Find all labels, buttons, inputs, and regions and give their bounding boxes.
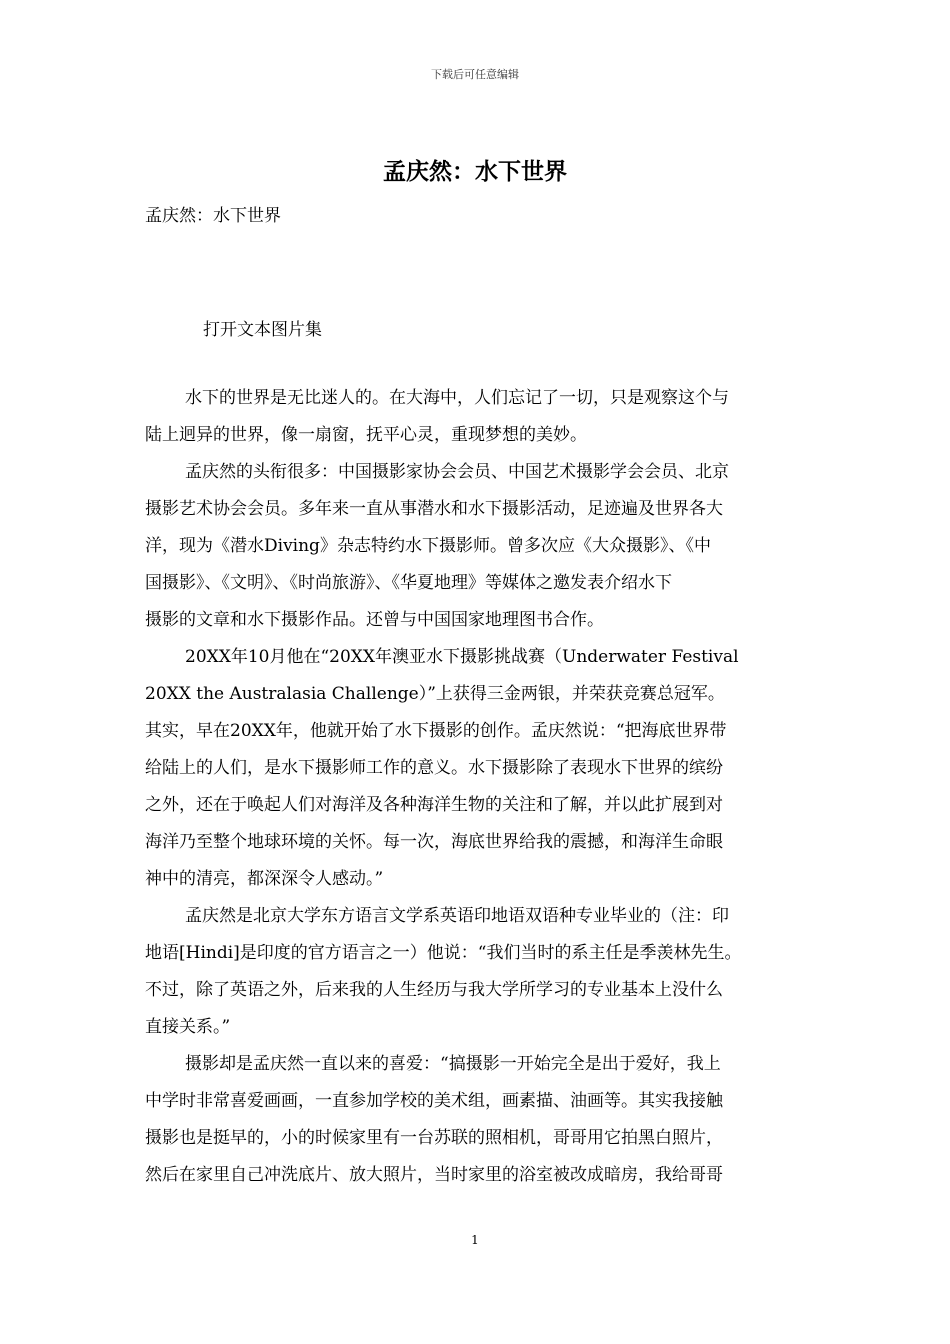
document-subtitle: 孟庆然：水下世界 xyxy=(145,206,281,226)
body-line: 神中的清亮，都深深令人感动。” xyxy=(145,869,384,889)
body-line: 地语[Hindi]是印度的官方语言之一）他说：“我们当时的系主任是季羡林先生。 xyxy=(145,943,742,963)
body-line: 摄影的文章和水下摄影作品。还曾与中国国家地理图书合作。 xyxy=(145,610,604,630)
body-line: 陆上迥异的世界，像一扇窗，抚平心灵，重现梦想的美妙。 xyxy=(145,425,587,445)
body-line: 海洋乃至整个地球环境的关怀。每一次，海底世界给我的震撼，和海洋生命眼 xyxy=(145,832,723,852)
body-line: 20XX年10月他在“20XX年澳亚水下摄影挑战赛（Underwater Festival xyxy=(185,647,739,667)
page-header: 下载后可任意编辑 xyxy=(431,68,519,81)
body-line: 孟庆然的头衔很多：中国摄影家协会会员、中国艺术摄影学会会员、北京 xyxy=(185,462,729,482)
body-line: 直接关系。” xyxy=(145,1017,231,1037)
article-body xyxy=(145,380,807,1194)
body-line: 摄影也是挺早的，小的时候家里有一台苏联的照相机，哥哥用它拍黑白照片， xyxy=(145,1128,723,1148)
body-line: 然后在家里自己冲洗底片、放大照片，当时家里的浴室被改成暗房，我给哥哥 xyxy=(145,1165,723,1185)
body-line: 其实，早在20XX年，他就开始了水下摄影的创作。孟庆然说：“把海底世界带 xyxy=(145,721,727,741)
document-title: 孟庆然：水下世界 xyxy=(383,159,567,185)
page-number: 1 xyxy=(471,1233,479,1247)
body-line: 孟庆然是北京大学东方语言文学系英语印地语双语种专业毕业的（注：印 xyxy=(185,906,729,926)
body-line: 不过，除了英语之外，后来我的人生经历与我大学所学习的专业基本上没什么 xyxy=(145,980,723,1000)
body-line: 摄影却是孟庆然一直以来的喜爱：“搞摄影一开始完全是出于爱好，我上 xyxy=(185,1054,721,1074)
body-line: 20XX the Australasia Challenge）”上获得三金两银，并荣获竞赛总冠军。 xyxy=(145,684,725,704)
body-line: 水下的世界是无比迷人的。在大海中，人们忘记了一切，只是观察这个与 xyxy=(185,388,729,408)
body-line: 国摄影》、《文明》、《时尚旅游》、《华夏地理》等媒体之邀发表介绍水下 xyxy=(145,573,672,593)
body-line: 给陆上的人们，是水下摄影师工作的意义。水下摄影除了表现水下世界的缤纷 xyxy=(145,758,723,778)
body-line: 中学时非常喜爱画画，一直参加学校的美术组，画素描、油画等。其实我接触 xyxy=(145,1091,723,1111)
body-line: 摄影艺术协会会员。多年来一直从事潜水和水下摄影活动，足迹遍及世界各大 xyxy=(145,499,723,519)
open-gallery-link[interactable]: 打开文本图片集 xyxy=(203,320,322,340)
body-line: 之外，还在于唤起人们对海洋及各种海洋生物的关注和了解，并以此扩展到对 xyxy=(145,795,723,815)
body-line: 洋，现为《潜水Diving》杂志特约水下摄影师。曾多次应《大众摄影》、《中 xyxy=(145,536,711,556)
